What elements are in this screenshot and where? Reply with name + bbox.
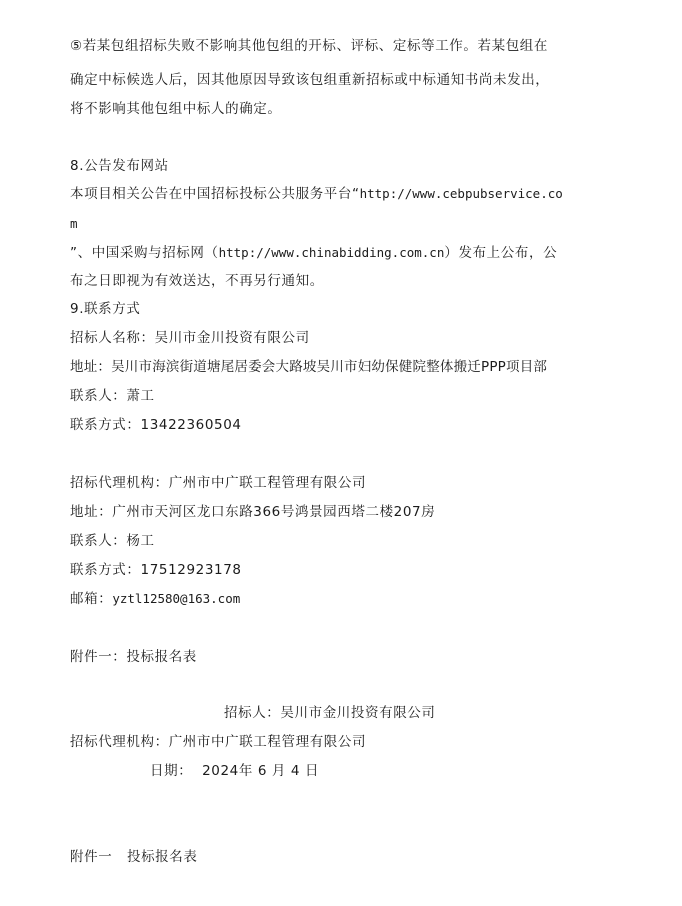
tenderer-phone: 13422360504 <box>140 417 242 433</box>
section8-line3 <box>70 243 557 263</box>
agent-name: 招标代理机构：广州市中广联工程管理有限公司 <box>70 475 367 491</box>
agent-phone-line <box>70 560 242 580</box>
signature-tenderer: 招标人：吴川市金川投资有限公司 <box>224 705 436 721</box>
tenderer-contact: 联系人：萧工 <box>70 388 155 404</box>
agent-phone-label: 联系方式： <box>70 562 141 578</box>
agent-contact: 联系人：杨工 <box>70 533 155 549</box>
agent-email-label: 邮箱： <box>70 591 113 607</box>
section8-line2: m <box>70 216 78 231</box>
signature-agent: 招标代理机构：广州市中广联工程管理有限公司 <box>70 734 367 750</box>
agent-phone: 17512923178 <box>140 562 242 578</box>
section8-line1 <box>70 184 563 204</box>
attachment-title: 附件一 投标报名表 <box>70 849 198 865</box>
agent-email-line <box>70 589 240 609</box>
clause5-line3: 将不影响其他包组中标人的确定。 <box>70 101 282 117</box>
signature-date: 日期： 2024年 6 月 4 日 <box>150 763 320 779</box>
attachment-label: 附件一：投标报名表 <box>70 649 197 665</box>
clause5-line2: 确定中标候选人后，因其他原因导致该包组重新招标或中标通知书尚未发出， <box>70 72 550 88</box>
section8-line3-prefix: ”、中国采购与招标网（ <box>70 245 219 261</box>
agent-address: 地址：广州市天河区龙口东路366号鸿景园西塔二楼207房 <box>70 504 436 520</box>
section8-line4: 布之日即视为有效送达，不再另行通知。 <box>70 273 324 289</box>
tenderer-address: 地址：吴川市海滨街道塘尾居委会大路坡吴川市妇幼保健院整体搬迁PPP项目部 <box>70 359 548 375</box>
clause5-line1: ⑤若某包组招标失败不影响其他包组的开标、评标、定标等工作。若某包组在 <box>70 38 549 54</box>
section8-line3-suffix: ）发布上公布，公 <box>444 245 558 261</box>
agent-email: yztl12580@163.com <box>112 591 241 606</box>
cebpubservice-url: http://www.cebpubservice.co <box>359 186 563 201</box>
section9-heading: 9.联系方式 <box>70 301 141 317</box>
section8-heading: 8.公告发布网站 <box>70 158 169 174</box>
tenderer-phone-label: 联系方式： <box>70 417 141 433</box>
chinabidding-url: http://www.chinabidding.com.cn <box>218 245 445 260</box>
tenderer-name: 招标人名称：吴川市金川投资有限公司 <box>70 330 310 346</box>
section8-line1-prefix: 本项目相关公告在中国招标投标公共服务平台“ <box>70 186 360 202</box>
tenderer-phone-line <box>70 415 242 435</box>
